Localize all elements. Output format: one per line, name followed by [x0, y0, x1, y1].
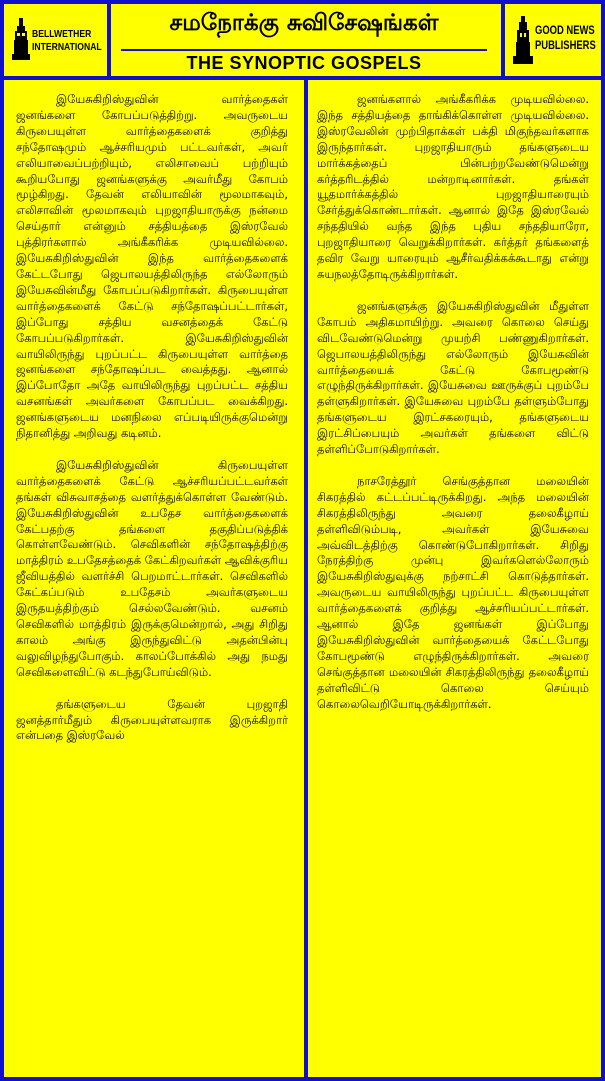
column-divider — [304, 80, 308, 1077]
logo-right-line2: PUBLISHERS — [535, 40, 596, 52]
logo-left — [4, 4, 111, 76]
logo-left-line1: BELLWETHER — [32, 28, 92, 40]
title-block — [111, 4, 497, 76]
logo-left-line2: INTERNATIONAL — [32, 41, 102, 53]
column-right — [317, 92, 589, 729]
paragraph: நாசரேத்தூர் செங்குத்தான மலையின் சிகரத்தில் கட்டப்பட்டிருக்கிறது. அந்த மலையின் சிகரத்திலிருந்து அவரை தலைகீழாய் தள்ளிவிடும்படி, அவர்கள் இயேசுவை அவ்விடத்திற்கு கொண்டுபோகிறார்கள். சிறிது நேரத்திற்கு முன்பு இவர்களெல்லோரும் இயேசுகிறிஸ்துவுக்கு நற்சாட்சி கொடுத்தார்கள். அவருடைய வாயிலிருந்து புறப்பட்ட கிருபையுள்ள வார்த்தைகளைக் குறித்து ஆச்சரியப்பட்டார்கள். ஆனால் இதே ஜனங்கள் இப்போது இயேசுகிறிஸ்துவின் வார்த்தையைக் கேட்டபோது கோபமூண்டு எழுந்திருக்கிறார்கள். அவரை செங்குத்தான மலையின் சிகரத்திலிருந்து தலைகீழாய் தள்ளிவிட்டு கொலை செய்யும் கொலைவெறியோடிருக்கிறார்கள். — [317, 473, 589, 711]
good-news-logo-icon — [513, 16, 533, 64]
page-header — [0, 0, 605, 80]
logo-right — [501, 4, 605, 76]
article-body — [0, 80, 605, 1081]
logo-right-text — [535, 24, 596, 54]
paragraph: தங்களுடைய தேவன் புறஜாதி ஜனத்தார்மீதும் கிருபையுள்ளவராக இருக்கிறார் என்பதை இஸ்ரவேல் — [16, 696, 288, 743]
column-left — [16, 92, 288, 760]
paragraph: இயேசுகிறிஸ்துவின் வார்த்தைகள் ஜனங்களை கோபப்படுத்திற்று. அவருடைய கிருபையுள்ள வார்த்தைகளைக் குறித்து சந்தோஷமும் ஆச்சரியமும் பட்டவர்கள், அவர் எலியாவைப்பற்றியும், எலிசாவைப் பற்றியும் கூறியபோது ஜனங்களுக்கு அவர்மீது கோபம் மூழ்கிறது. தேவன் எலியாவின் மூலமாகவும், எலிசாவின் மூலமாகவும் புறஜாதியாருக்கு நன்மை செய்தார் என்னும் சத்தியத்தை இஸ்ரவேல் புத்திரர்களால் அங்கீகரிக்க முடியவில்லை. இயேசுகிறிஸ்துவின் இந்த வார்த்தைகளைக் கேட்டபோது ஜெபாலயத்திலிருந்த எல்லோரும் இயேசுவின்மீது கோபப்படுகிறார்கள். கிருபையுள்ள வார்த்தைகளைக் கேட்டு சந்தோஷப்பட்டார்கள், இப்போது சத்திய வசனத்தைக் கேட்டு கோபப்படுகிறார்கள். இயேசுகிறிஸ்துவின் வாயிலிருந்து புறப்பட்ட கிருபையுள்ள வார்த்தை ஜனங்களை சந்தோஷப்பட வைத்தது. ஆனால் இப்போதோ அதே வாயிலிருந்து புறப்பட்ட சத்திய வசனங்கள் அவர்களை கோபப்பட வைக்கிறது. ஜனங்களுடைய மனநிலை எப்படியிருக்குமென்று நிதானித்து அறிவது கடினம். — [16, 92, 288, 441]
page-title-tamil: சமநோக்கு சுவிசேஷங்கள் — [169, 10, 439, 36]
logo-right-line1: GOOD NEWS — [535, 25, 595, 37]
paragraph: இயேசுகிறிஸ்துவின் கிருபையுள்ள வார்த்தைகளைக் கேட்டு ஆச்சரியப்பட்டவர்கள் தங்கள் விசுவாசத்தை வளர்த்துக்கொள்ள வேண்டும். இயேசுகிறிஸ்துவின் உபதேச வார்த்தைகளைக் கேட்பதற்கு தங்களை தகுதிப்படுத்திக் கொள்ளவேண்டும். செவிகளின் சந்தோஷத்திற்கு மாத்திரம் உபதேசத்தைக் கேட்கிறவர்கள் ஆவிக்குரிய ஜீவியத்தில் வளர்ச்சி பெறமாட்டார்கள். செவிகளில் கேட்கப்படும் உபதேசம் அவர்களுடைய இருதயத்திற்கும் செல்லவேண்டும். வசனம் செவிகளில் மாத்திரம் இருக்குமென்றால், அது சிறிது காலம் அங்கு இருந்துவிட்டு அதன்பின்பு வலுவிழந்துபோகும். காலப்போக்கில் அது நமது செவிகளைவிட்டு கடந்துபோய்விடும். — [16, 457, 288, 679]
paragraph: ஜனங்களுக்கு இயேசுகிறிஸ்துவின் மீதுள்ள கோபம் அதிகமாயிற்று. அவரை கொலை செய்து விடவேண்டுமென்று முயற்சி பண்ணுகிறார்கள். ஜெபாலயத்திலிருந்து எல்லோரும் இயேசுவின் வார்த்தையைக் கேட்டு கோபமூண்டு எழுந்திருக்கிறார்கள். இயேசுவை ஊருக்குப் புறம்பே தள்ளுகிறார்கள். இயேசுவை புறம்பே தள்ளும்போது தங்களுடைய இரட்சகரையும், தங்களுடைய இரட்சிப்பையும் அவர்கள் தங்களை விட்டு தள்ளிப்போடுகிறார்கள். — [317, 298, 589, 457]
bellwether-logo-icon — [12, 18, 30, 60]
paragraph: ஜனங்களால் அங்கீகரிக்க முடியவில்லை. இந்த சத்தியத்தை தாங்கிக்கொள்ள முடியவில்லை. இஸ்ரவேலின் முற்பிதாக்கள் பக்தி மிகுந்தவர்களாக இருந்தார்கள். புறஜாதியாரும் தங்களுடைய மார்க்கத்தைப் பின்பற்றவேண்டுமென்று கர்த்தரிடத்தில் மன்றாடினார்கள். தங்கள் யூதமார்க்கத்தில் புறஜாதியாரையும் சேர்த்துக்கொண்டார்கள். ஆனால் இதே இஸ்ரவேல் சந்ததியில் வந்த இந்த புதிய சந்ததியாரோ, புறஜாதியாரை வெறுக்கிறார்கள். கர்த்தர் தங்களைத் தவிர வேறு யாரையும் ஆசீர்வதிக்கக்கூடாது என்று சுயநலத்தோடிருக்கிறார்கள். — [317, 92, 589, 281]
title-divider — [121, 49, 487, 51]
page-title-english: THE SYNOPTIC GOSPELS — [186, 53, 422, 73]
logo-left-text — [32, 28, 102, 54]
